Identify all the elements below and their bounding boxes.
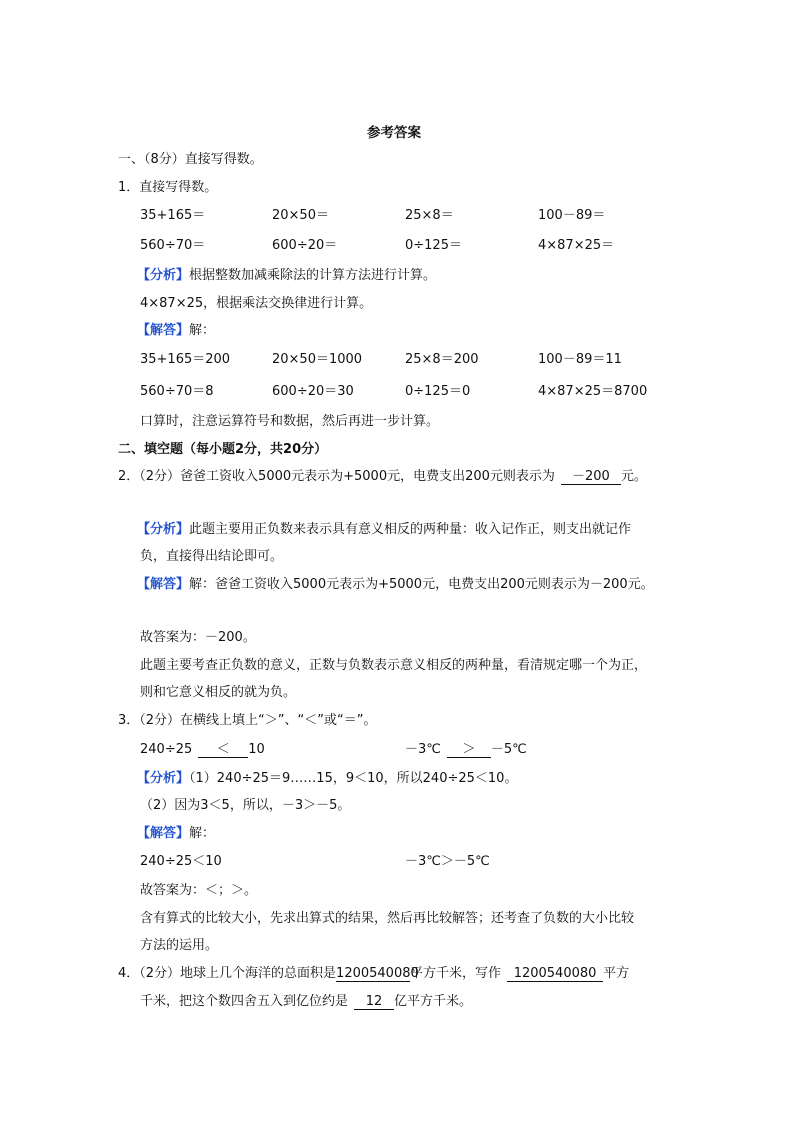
q2-analysis-line2: 负，直接得出结论即可。 xyxy=(140,549,284,564)
analysis-text: 此题主要用正负数来表示具有意义相反的两种量：收入记作正，则支出就记作 xyxy=(189,522,632,537)
problem-1-3: 25×8＝ xyxy=(405,208,454,223)
q3-item1-blank: ＜ xyxy=(198,742,248,758)
answer-tag: 【解答】 xyxy=(137,323,190,338)
q3-answer xyxy=(137,825,215,843)
answer-2-1: 560÷70＝8 xyxy=(140,384,214,399)
q4-line2-suffix: 亿平方千米。 xyxy=(394,994,473,1009)
q3-item2-left: －3℃ xyxy=(405,742,441,757)
q4-prefix: 4．（2分）地球上几个海洋的总面积是 xyxy=(118,966,337,981)
q3-item1-right: 10 xyxy=(248,742,265,757)
problem-2-3: 0÷125＝ xyxy=(405,238,462,253)
q2-answer xyxy=(137,576,654,594)
analysis-tag: 【分析】 xyxy=(137,522,190,537)
q4-line2-prefix: 千米，把这个数四舍五入到亿位约是 xyxy=(140,994,349,1009)
q3-item1-left: 240÷25 xyxy=(140,742,193,757)
q4-suffix1: 平方 xyxy=(603,966,630,981)
answer-1-4: 100－89＝11 xyxy=(538,352,622,367)
q2-prefix: 2．（2分）爸爸工资收入5000元表示为+5000元，电费支出200元则表示为 xyxy=(118,469,555,484)
answer-1-2: 20×50＝1000 xyxy=(272,352,363,367)
q4-blank1: 1200540080 xyxy=(507,966,603,982)
q3-final-answer: 故答案为：＜；＞。 xyxy=(140,883,258,898)
analysis-tag: 【分析】 xyxy=(137,268,190,283)
question4-line1 xyxy=(118,965,629,983)
q3-item2-right: －5℃ xyxy=(490,742,527,757)
q4-blank2: 12 xyxy=(354,994,394,1010)
answer-2-3: 0÷125＝0 xyxy=(405,384,471,399)
q3-analysis-line2: （2）因为3＜5，所以，－3＞－5。 xyxy=(140,798,351,813)
analysis-text: 根据整数加减乘除法的计算方法进行计算。 xyxy=(189,268,437,283)
answer-text: 解：爸爸工资收入5000元表示为+5000元，电费支出200元则表示为－200元。 xyxy=(189,577,654,592)
answer-tag: 【解答】 xyxy=(137,577,190,592)
q3-analysis xyxy=(137,770,517,788)
q4-number: 1200540080 xyxy=(336,966,419,981)
q2-final-answer: 故答案为：－200。 xyxy=(140,630,256,645)
q2-suffix: 元。 xyxy=(620,469,647,484)
q1-analysis xyxy=(137,267,436,285)
q4-middle: 平方千米，写作 xyxy=(410,966,502,981)
question4-line2 xyxy=(140,993,472,1011)
problem-1-4: 100－89＝ xyxy=(538,208,606,223)
q2-comment-line1: 此题主要考查正负数的意义，正数与负数表示意义相反的两种量，看清规定哪一个为正， xyxy=(140,658,648,673)
q3-comment-line2: 方法的运用。 xyxy=(140,938,219,953)
analysis-text: （1）240÷25＝9……15，9＜10，所以240÷25＜10。 xyxy=(189,771,518,786)
q1-comment: 口算时，注意运算符号和数据，然后再进一步计算。 xyxy=(140,414,440,429)
answer-2-4: 4×87×25＝8700 xyxy=(538,384,648,399)
q1-answer xyxy=(137,322,215,340)
analysis-tag: 【分析】 xyxy=(137,771,190,786)
q2-analysis xyxy=(137,521,631,539)
problem-1-1: 35+165＝ xyxy=(140,208,206,223)
q2-blank: －200 xyxy=(561,469,621,485)
q3-item2 xyxy=(405,741,527,759)
q3-item2-blank: ＞ xyxy=(447,742,491,758)
q1-analysis-line2: 4×87×25，根据乘法交换律进行计算。 xyxy=(140,296,373,311)
answer-1-3: 25×8＝200 xyxy=(405,352,479,367)
answer-tag: 【解答】 xyxy=(137,826,190,841)
problem-2-4: 4×87×25＝ xyxy=(538,238,615,253)
q3-answer-item2: －3℃＞－5℃ xyxy=(405,854,490,869)
q3-comment-line1: 含有算式的比较大小，先求出算式的结果，然后再比较解答；还考查了负数的大小比较 xyxy=(140,911,635,926)
question1-label: 1．直接写得数。 xyxy=(118,180,218,195)
question2 xyxy=(118,468,647,486)
problem-2-1: 560÷70＝ xyxy=(140,238,206,253)
q2-comment-line2: 则和它意义相反的就为负。 xyxy=(140,685,297,700)
q3-item1 xyxy=(140,741,265,759)
section2-heading: 二、填空题（每小题2分，共20分） xyxy=(118,442,328,457)
page-title: 参考答案 xyxy=(367,125,421,141)
question3: 3．（2分）在横线上填上“＞”、“＜”或“＝”。 xyxy=(118,713,377,728)
q3-answer-item1: 240÷25＜10 xyxy=(140,854,222,869)
answer-2-2: 600÷20＝30 xyxy=(272,384,354,399)
problem-1-2: 20×50＝ xyxy=(272,208,329,223)
section1-heading: 一、（8分）直接写得数。 xyxy=(118,152,263,167)
answer-text: 解： xyxy=(189,826,216,841)
answer-1-1: 35+165＝200 xyxy=(140,352,231,367)
problem-2-2: 600÷20＝ xyxy=(272,238,338,253)
answer-text: 解： xyxy=(189,323,216,338)
